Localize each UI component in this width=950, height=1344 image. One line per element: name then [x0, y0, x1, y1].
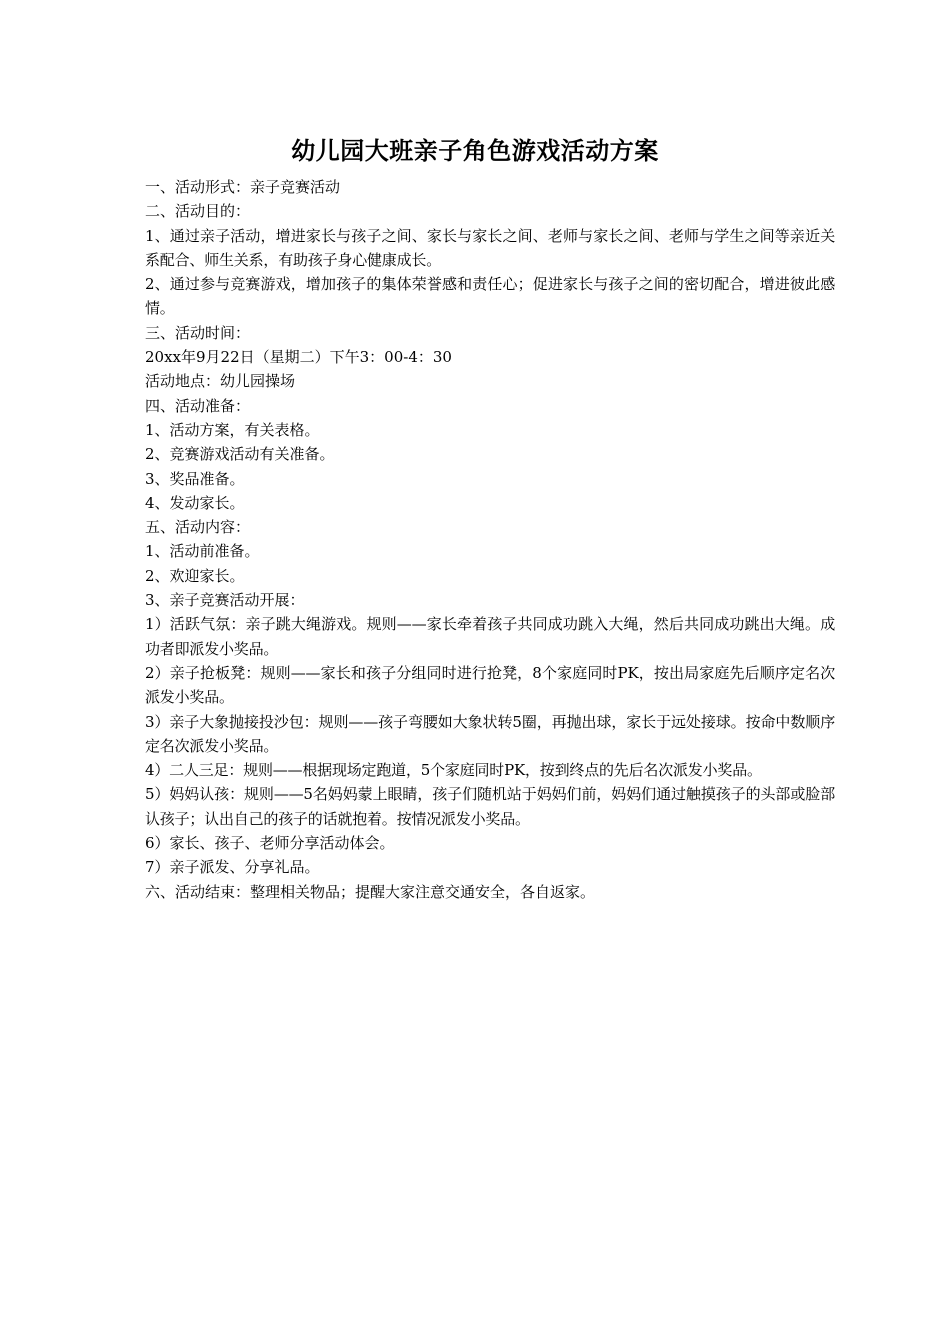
content-item-1: 1、活动前准备。	[145, 542, 260, 561]
section-heading-preparation: 四、活动准备：	[145, 396, 251, 415]
game-item-2: 2）亲子抢板凳：规则——家长和孩子分组同时进行抢凳，8个家庭同时PK，按出局家庭先后顺序定名次派发小奖品。	[145, 663, 835, 707]
document-body	[145, 175, 835, 904]
game-item-3: 3）亲子大象抛接投沙包：规则——孩子弯腰如大象状转5圈，再抛出球，家长于远处接球。按命中数顺序定名次派发小奖品。	[145, 712, 835, 755]
preparation-item-3: 3、奖品准备。	[145, 469, 245, 488]
document-title: 幼儿园大班亲子角色游戏活动方案	[291, 136, 659, 165]
activity-location: 活动地点：幼儿园操场	[145, 372, 296, 391]
section-heading-content: 五、活动内容：	[145, 518, 251, 537]
purpose-item-1: 1、通过亲子活动，增进家长与孩子之间、家长与家长之间、老师与家长之间、老师与学生之间等亲近关系配合、师生关系，有助孩子身心健康成长。	[145, 226, 835, 269]
activity-time: 20xx年9月22日（星期二）下午3：00-4：30	[145, 348, 452, 367]
preparation-item-1: 1、活动方案，有关表格。	[145, 420, 320, 439]
section-heading-end: 六、活动结束：整理相关物品；提醒大家注意交通安全，各自返家。	[145, 882, 596, 901]
section-heading-time: 三、活动时间：	[145, 323, 251, 342]
content-item-3: 3、亲子竞赛活动开展：	[145, 591, 305, 610]
preparation-item-4: 4、发动家长。	[145, 493, 245, 512]
game-item-1: 1）活跃气氛：亲子跳大绳游戏。规则——家长牵着孩子共同成功跳入大绳，然后共同成功跳出大绳。成功者即派发小奖品。	[145, 615, 835, 658]
game-item-7: 7）亲子派发、分享礼品。	[145, 858, 320, 877]
game-item-4: 4）二人三足：规则——根据现场定跑道，5个家庭同时PK，按到终点的先后名次派发小奖品。	[145, 761, 762, 780]
game-item-6: 6）家长、孩子、老师分享活动体会。	[145, 834, 395, 853]
content-item-2: 2、欢迎家长。	[145, 566, 245, 585]
section-heading-purpose: 二、活动目的：	[145, 202, 251, 221]
purpose-item-2: 2、通过参与竞赛游戏，增加孩子的集体荣誉感和责任心；促进家长与孩子之间的密切配合，增进彼此感情。	[145, 275, 835, 318]
preparation-item-2: 2、竞赛游戏活动有关准备。	[145, 445, 335, 464]
section-heading-form: 一、活动形式：亲子竞赛活动	[145, 178, 341, 196]
game-item-5: 5）妈妈认孩：规则——5名妈妈蒙上眼睛，孩子们随机站于妈妈们前，妈妈们通过触摸孩子的头部或脸部认孩子；认出自己的孩子的话就抱着。按情况派发小奖品。	[145, 785, 835, 828]
